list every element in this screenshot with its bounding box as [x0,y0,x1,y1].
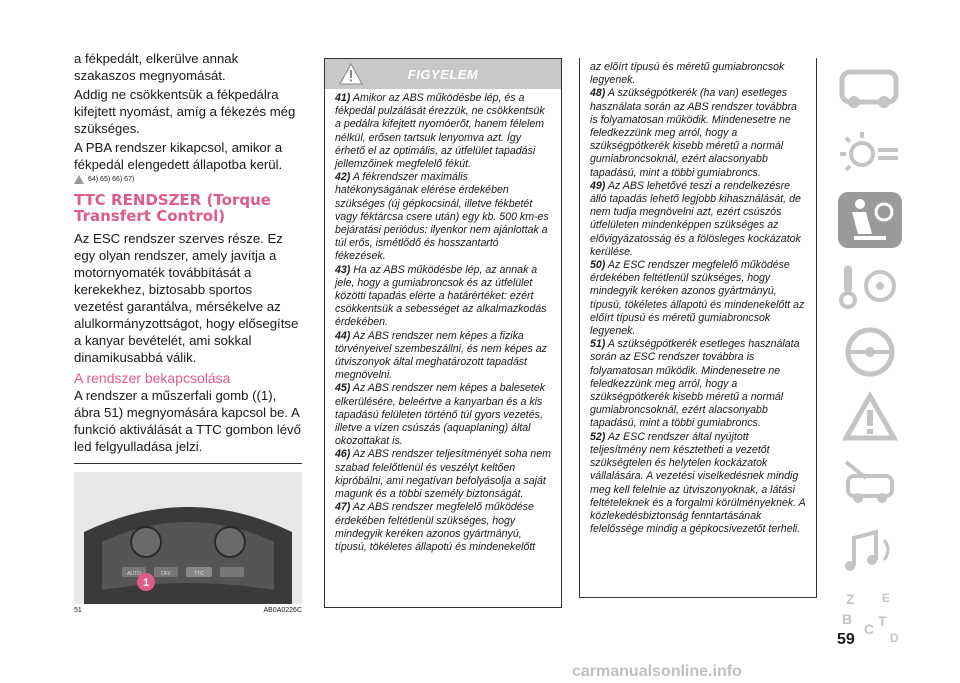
warning-item-number: 46) [335,448,351,461]
warning-item-text: A szükségpótkerék esetleges használata során az ESC rendszer továbbra is folyamatosan működik. Mindenesetre ne feledkezzünk meg arról, hogy a szükségpótkerék kisebb méretű a normál gumiabroncsoknál, ezért alacsonyabb tapadású, mint a többi gumiabroncs. [590,338,800,430]
warning-item-number: 42) [335,171,351,184]
index-letter: T [878,613,887,629]
button-off-label: OFF [161,571,171,577]
warning-item [335,382,551,448]
warning-item [335,264,551,330]
figure-photo [74,472,302,604]
warning-triangle-icon [74,175,84,184]
console-image [74,472,302,604]
index-letter: C [864,621,875,637]
steering-wheel-icon[interactable] [832,322,908,388]
warning-item-text: Az ABS rendszer teljesítményét soha nem szabad felelőtlenül és veszélyt keltően kipróbálni, ami negatívan befolyásolja a saját magunk és a többi személy biztonságát. [335,448,551,501]
figure-number: 51 [74,607,82,614]
warning-item-text: Az ABS rendszer nem képes a fizika törvényeivel szembeszállni, és nem képes az útviszonyok által meghatározott tapadást megnövelni. [335,329,547,382]
warning-item-text: Az ABS rendszer nem képes a balesetek elkerülésére, beleértve a kanyarban és a kis tapadású felületen történő túl gyors vezetés, illetve a vízen csúszás (aquaplaning) által okozottakat is. [335,382,546,448]
key-steering-icon[interactable] [832,256,908,322]
media-icon[interactable] [832,520,908,586]
warning-item-text: A fékrendszer maximális hatékonyságának elérése érdekében szükséges (új gépkocsinál, illetve fékbetét vagy féktárcsa csere után) egy kb. 500 km-es bejáratási periódus: ilyenkor nem ajánlottak a túl erős, ismétlődő és hosszantartó fékezések. [335,171,549,263]
warning-item-number: 49) [590,179,606,192]
index-letter: E [882,591,891,605]
car-info-icon[interactable] [832,58,908,124]
callout-number: 1 [142,577,150,589]
warning-item [335,448,551,501]
paragraph: Az ESC rendszer szerves része. Ez egy olyan rendszer, amely javítja a motornyomaték továbbítását a kerekekhez, biztosabb sportos vezetést garantálva, mérsékelve az alulkormányzottságot, hogy elősegítse a kanyar bevételét, ami sokkal dinamikusabbá válik. [74,231,299,365]
warning-item-number: 48) [590,87,606,100]
wrench-car-icon[interactable] [832,454,908,520]
warning-frame [324,58,562,608]
paragraph: Addig ne csökkentsük a fékpedálra kifejtett nyomást, amíg a fékezés még szükséges. [74,87,296,136]
page-number: 59 [837,631,855,648]
dashboard-lights-icon[interactable] [832,124,908,190]
warning-item-number: 47) [335,501,351,514]
warning-item-number: 50) [590,259,606,272]
subheading: A rendszer bekapcsolása [74,370,231,386]
warning-item [590,180,806,259]
warning-refs [74,175,302,184]
warning-item-text: Az ABS rendszer megfelelő működése érdekében feltétlenül szükséges, hogy mindegyik keréken azonos gyártmányú, típusú, tökéletes állapotú és mindenekelőtt [335,501,536,553]
button-auto-label: AUTO [127,571,141,577]
warning-box [324,58,562,608]
paragraph: A rendszer a műszerfali gomb ((1), ábra 51) megnyomására kapcsol be. A funkció aktiválását a TTC gombon lévő led felgyulladása jelzi. [74,388,301,454]
column-right [579,58,817,598]
watermark: carmanualsonline.info [572,663,742,680]
warning-item-number: 44) [335,329,351,342]
index-letter: Z [846,591,855,607]
warning-item [590,259,806,338]
button-ttc-label: TTC [194,571,204,577]
warning-item-text: Az ABS lehetővé teszi a rendelkezésre álló tapadás lehető legjobb kihasználását, de nem tudja megnövelni azt, ezért csúszós útfelületen mindenképpen szükséges az elővigyázatosság és a fölösleges kockázatok kerülése. [590,179,801,258]
warning-item [335,330,551,383]
warning-item-number: 52) [590,430,606,443]
warning-list-continued [580,58,816,536]
divider [74,463,302,464]
warning-item-text: Az ESC rendszer megfelelő működése érdekében feltétlenül szükséges, hogy mindegyik keréken azonos gyártmányú, típusú, tökéletes állapotú és mindenekelőtt az előírt típusú és méretű gumiabroncsok legyenek. [590,259,805,338]
warning-item [590,338,806,430]
warning-item-text: Amikor az ABS működésbe lép, és a fékpedál pulzálását érezzük, ne csökkentsük a pedálra kifejtett nyomóerőt, hanem félelem nélkül, erősen tartsuk lenyomva azt. Így érhető el az optimális, az útfelület tapadási jellemzőinek megfelelő fékút. [335,92,545,171]
warning-item-text: A szükségpótkerék (ha van) esetleges használata során az ABS rendszer továbbra is folyamatosan működik. Mindenesetre ne feledkezzünk meg arról, hogy a szükségpótkerék kisebb méretű a normál gumiabroncsoknál, ezért alacsonyabb tapadású, mint a többi gumiabroncs. [590,87,797,179]
refs-text: 64) 65) 66) 67) [88,176,135,183]
paragraph: A PBA rendszer kikapcsol, amikor a fékpedál elengedett állapotba kerül. [74,140,283,172]
warning-item [590,431,806,537]
warning-item-number: 41) [335,92,351,104]
column-left [74,50,302,614]
warning-title: FIGYELEM [407,67,479,82]
paragraph: a fékpedált, elkerülve annak szakaszos megnyomását. [74,51,239,83]
seat-airbag-icon[interactable] [832,190,908,256]
warning-item [335,92,551,171]
warning-continued-frame [579,58,817,598]
warning-item [335,171,551,263]
warning-lead: az előírt típusú és méretű gumiabroncsok legyenek. [590,61,785,87]
warning-item [590,87,806,179]
figure-code: AB0A0226C [263,607,302,614]
warning-item-number: 45) [335,382,351,395]
warning-item-number: 43) [335,263,351,276]
index-letter: D [890,631,899,645]
warning-item-text: Ha az ABS működésbe lép, az annak a jele, hogy a gumiabroncsok és az útfelület közötti tapadás elérte a határértéket: ezért csökkentsük a sebességet az alkalmazkodás érdekében. [335,263,547,329]
figure-caption [74,607,302,614]
warning-header [325,59,561,89]
warning-list [325,89,561,554]
index-letter: B [842,611,853,627]
warning-item [335,501,551,554]
section-heading: TTC RENDSZER (Torque Transfert Control) [74,191,271,225]
warning-item-number: 51) [590,338,606,351]
chapter-sidebar [832,58,908,652]
warning-item-text: Az ESC rendszer által nyújtott teljesítmény nem késztetheti a vezetőt szükségtelen és helytelen kockázatok vállalására. A vezetési viselkedésnek mindig meg kell felelnie az útviszonyoknak, a látási feltételeknek és a forgalmi körülményeknek. A közlekedésbiztonság fenntartásának felelőssége mindig a gépkocsivezetőt terheli. [590,430,806,536]
warning-triangle-icon[interactable] [832,388,908,454]
